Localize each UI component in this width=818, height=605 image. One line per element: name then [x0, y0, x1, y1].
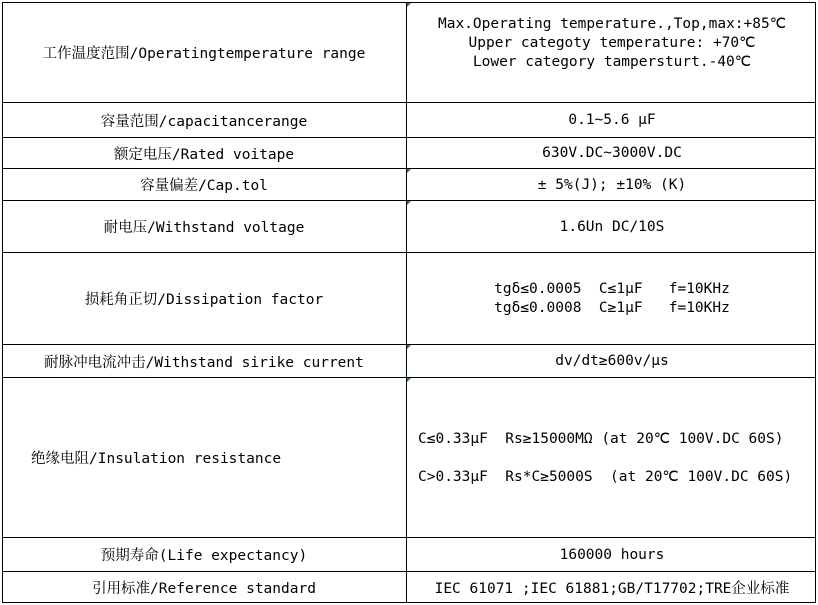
insulation-resistance-value: [408, 378, 816, 537]
value-line: tgδ≤0.0005 C≤1μF f=10KHz: [494, 280, 730, 297]
rated-voltage-value: [408, 138, 816, 168]
insulation-resistance-label: [3, 378, 405, 537]
row-label: 容量范围/capacitancerange: [100, 113, 308, 130]
row-label: 损耗角正切/Dissipation factor: [84, 292, 324, 308]
capacitance-range-label: [3, 103, 405, 137]
row-divider: [2, 602, 816, 603]
row-value: dv/dt≥600v/μs: [555, 353, 669, 369]
row-label: 绝缘电阻/Insulation resistance: [31, 451, 282, 467]
row-value: IEC 61071 ;IEC 61881;GB/T17702;TRE企业标准: [434, 580, 790, 597]
row-value: 1.6Un DC/10S: [559, 218, 665, 235]
cap-tolerance-value: [408, 169, 816, 200]
value-line: C>0.33μF Rs*C≥5000S (at 20℃ 100V.DC 60S): [418, 468, 793, 485]
withstand-voltage-value: [408, 201, 816, 252]
row-value: ± 5%(J); ±10% (K): [537, 176, 687, 193]
reference-standard-label: [3, 572, 405, 602]
value-line: Upper categoty temperature: +70℃: [468, 35, 756, 51]
rated-voltage-label: [3, 138, 405, 168]
operating-temperature-label: [3, 3, 405, 102]
withstand-voltage-label: [3, 201, 405, 252]
value-line: Max.Operating temperature.,Top,max:+85℃: [437, 16, 786, 32]
life-expectancy-label: [3, 538, 405, 571]
reference-standard-value: [408, 572, 816, 602]
dissipation-factor-value: [408, 253, 816, 344]
row-label: 额定电压/Rated voitape: [113, 146, 295, 163]
column-divider: [406, 2, 407, 603]
withstand-current-label: [3, 345, 405, 377]
life-expectancy-value: [408, 538, 816, 571]
row-value: 630V.DC~3000V.DC: [542, 145, 682, 161]
row-label: 引用标准/Reference standard: [92, 580, 316, 597]
capacitance-range-value: [408, 103, 816, 137]
withstand-current-value: [408, 345, 816, 377]
dissipation-factor-label: [3, 253, 405, 344]
row-value: 160000 hours: [559, 546, 665, 563]
row-label: 耐脉冲电流冲击/Withstand sirike current: [44, 354, 364, 371]
row-value: 0.1~5.6 μF: [568, 112, 656, 128]
row-label: 耐电压/Withstand voltage: [103, 220, 305, 236]
row-label: 容量偏差/Cap.tol: [140, 178, 268, 194]
value-line: tgδ≤0.0008 C≥1μF f=10KHz: [494, 299, 730, 316]
row-label: 预期寿命(Life expectancy): [100, 548, 308, 564]
cap-tolerance-label: [3, 169, 405, 200]
value-line: Lower category tampersturt.-40℃: [472, 54, 752, 70]
value-line: C≤0.33μF Rs≥15000MΩ (at 20℃ 100V.DC 60S): [418, 430, 784, 447]
operating-temperature-value: [408, 3, 816, 102]
row-label: 工作温度范围/Operatingtemperature range: [42, 46, 366, 62]
